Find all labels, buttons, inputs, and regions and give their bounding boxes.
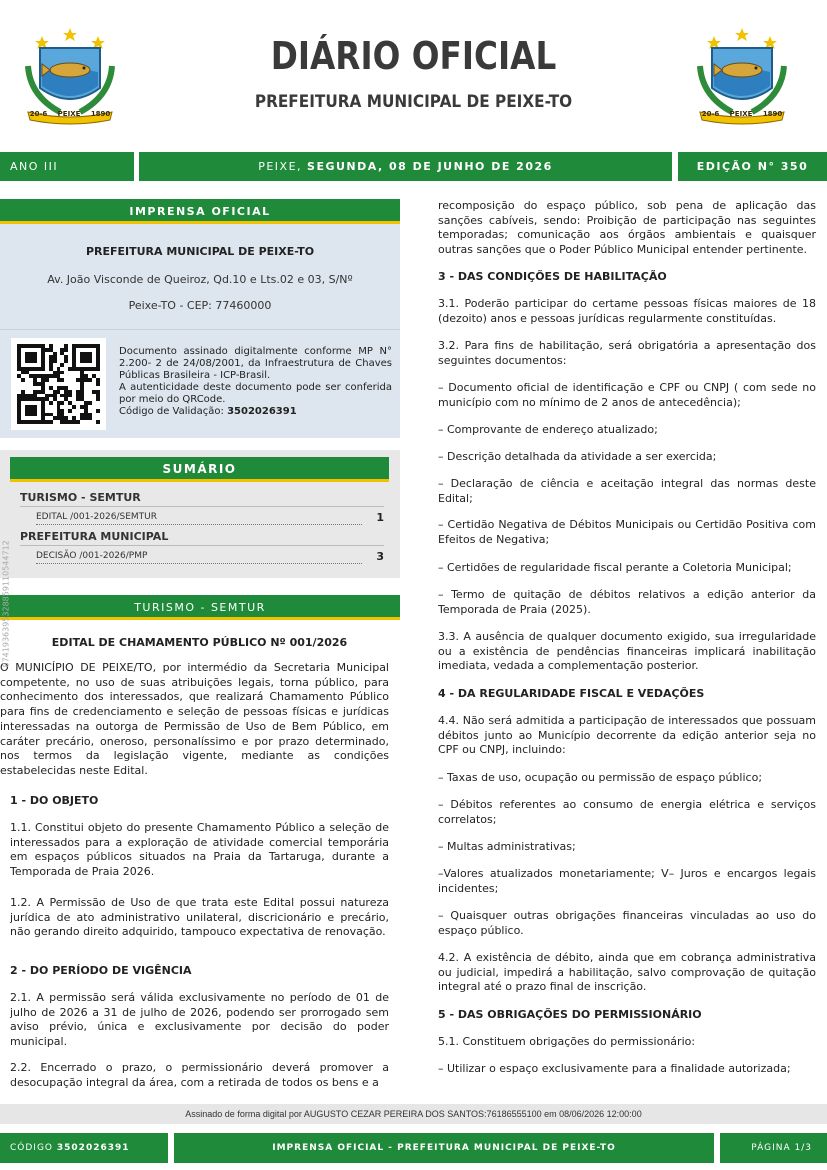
qr-code-icon[interactable]	[11, 338, 106, 430]
page-title: DIÁRIO OFICIAL	[270, 34, 557, 78]
sumario-band: SUMÁRIO	[10, 457, 389, 482]
doc-intro: O MUNICÍPIO DE PEIXE/TO, por intermédio da Secretaria Municipal competente, no uso de suas atribuições legais, torna público, para conhecimento dos interessados, que realizará Chamamento Público para fins de credenciamento e seleção de pessoas físicas e jurídicas interessadas na outorga de Permissão de Uso de Bem Público, em caráter precário, oneroso, personalíssimo e por prazo determinado, nos termos da legislação vigente, mediante as condições estabelecidas neste Edital.	[0, 661, 389, 777]
imprensa-org: PREFEITURA MUNICIPAL DE PEIXE-TO	[85, 245, 315, 258]
sumario-page-number: 3	[376, 550, 384, 563]
list-item: – Descrição detalhada da atividade a ser exercida;	[438, 450, 717, 463]
digital-signature-bar: Assinado de forma digital por AUGUSTO CEZAR PEREIRA DOS SANTOS:76186555100 em 08/06/2026 12:00:00	[0, 1104, 827, 1124]
list-item: – Comprovante de endereço atualizado;	[438, 423, 658, 436]
section-heading: 3 - DAS CONDIÇÕES DE HABILITAÇÃO	[438, 270, 667, 283]
validation-code-label: Código de Validação:	[119, 406, 224, 417]
list-item: – Certidão Negativa de Débitos Municipais ou Certidão Positiva com Efeitos de Negativa;	[438, 518, 816, 546]
sumario-page-number: 1	[376, 511, 384, 524]
list-item: –Valores atualizados monetariamente; V– Juros e encargos legais incidentes;	[438, 867, 816, 895]
doc-paragraph: 2.2. Encerrado o prazo, o permissionário deverá promover a desocupação integral da área, com a retirada de todos os bens e a	[10, 1061, 389, 1089]
signature-notice	[119, 346, 392, 418]
page-subtitle: PREFEITURA MUNICIPAL DE PEIXE-TO	[254, 92, 573, 112]
divider	[20, 506, 384, 507]
doc-paragraph: 3.1. Poderão participar do certame pessoas físicas maiores de 18 (dezoito) anos e pessoas jurídicas regularmente constituídas.	[438, 297, 816, 325]
doc-paragraph: recomposição do espaço público, sob pena de aplicação das sanções cabíveis, sendo: Proibição de participação nas seguintes temporadas; comunicação aos órgãos ambientais e quaisquer outras sanções que o Poder Público Municipal entender pertinente.	[438, 199, 816, 257]
imprensa-address: Av. João Visconde de Queiroz, Qd.10 e Lts.02 e 03, S/Nº	[47, 273, 353, 286]
doc-paragraph: 2.1. A permissão será válida exclusivamente no período de 01 de julho de 2026 a 31 de julho de 2026, podendo ser prorrogado sem aviso prévio, única e exclusivamente por decisão do poder municipal.	[10, 991, 389, 1049]
list-item: – Certidões de regularidade fiscal perante a Coletoria Municipal;	[438, 561, 792, 574]
validation-code-value: 3502026391	[227, 406, 297, 417]
crest-left-text: 20-6	[29, 110, 48, 118]
crest-word-text: PEIXE	[729, 110, 753, 118]
section-heading: 4 - DA REGULARIDADE FISCAL E VEDAÇÕES	[438, 687, 705, 700]
list-item: – Termo de quitação de débitos relativos a edição anterior da Temporada de Praia (2025).	[438, 588, 816, 616]
section-heading: 2 - DO PERÍODO DE VIGÊNCIA	[10, 964, 192, 977]
crest-left-text: 20-6	[701, 110, 720, 118]
footer-page: PÁGINA 1/3	[720, 1133, 827, 1163]
list-item: – Quaisquer outras obrigações financeiras vinculadas ao uso do espaço público.	[438, 909, 816, 937]
divider	[20, 545, 384, 546]
vertical-id	[1, 540, 11, 668]
document-title: EDITAL DE CHAMAMENTO PÚBLICO Nº 001/2026	[51, 636, 348, 649]
date-prefix: PEIXE,	[258, 160, 303, 173]
year-label: ANO III	[0, 152, 134, 181]
doc-paragraph: 3.3. A ausência de qualquer documento exigido, sua irregularidade ou a existência de pendências financeiras implicará inabilitação imediata, vedada a complementação posterior.	[438, 630, 816, 673]
signature-notice-line2: A autenticidade deste documento pode ser conferida por meio do QRCode.	[119, 382, 392, 405]
doc-paragraph: 1.1. Constitui objeto do presente Chamamento Público a seleção de interessados para a exploração de atividade comercial temporária em espaços públicos situados na Praia da Tartaruga, durante a Temporada de Praia 2026.	[10, 821, 389, 879]
list-item: – Declaração de ciência e aceitação integral das normas deste Edital;	[438, 477, 816, 505]
imprensa-box	[0, 199, 400, 438]
footer-code	[0, 1133, 168, 1163]
doc-paragraph: 1.2. A Permissão de Uso de que trata este Edital possui natureza jurídica de ato administrativo unilateral, discricionário e precário, não gerando direito adquirido, tampouco expectativa de renovação.	[10, 896, 389, 939]
list-item: – Multas administrativas;	[438, 840, 576, 853]
footer-title: IMPRENSA OFICIAL - PREFEITURA MUNICIPAL DE PEIXE-TO	[174, 1133, 714, 1163]
sumario-item[interactable]: EDITAL /001-2026/SEMTUR	[36, 512, 362, 525]
section-heading: 1 - DO OBJETO	[10, 794, 99, 807]
divider	[0, 329, 400, 330]
list-item: – Utilizar o espaço exclusivamente para a finalidade autorizada;	[438, 1062, 791, 1075]
sumario-box	[0, 450, 400, 578]
section-heading: 5 - DAS OBRIGAÇÕES DO PERMISSIONÁRIO	[438, 1008, 702, 1021]
imprensa-band: IMPRENSA OFICIAL	[0, 199, 400, 224]
footer-bar	[0, 1133, 827, 1163]
sumario-item[interactable]: DECISÃO /001-2026/PMP	[36, 551, 362, 564]
imprensa-cep: Peixe-TO - CEP: 77460000	[128, 299, 272, 312]
list-item: – Débitos referentes ao consumo de energia elétrica e serviços correlatos;	[438, 798, 816, 826]
doc-paragraph: 4.4. Não será admitida a participação de interessados que possuam débitos junto ao Município decorrente da edição anterior seja no CPF ou CNPJ, incluindo:	[438, 714, 816, 757]
sumario-group-title: PREFEITURA MUNICIPAL	[20, 530, 169, 543]
crest-word-text: PEIXE	[57, 110, 81, 118]
info-bar	[0, 152, 827, 181]
crest-right-text: 1890	[90, 110, 111, 118]
vertical-id-text: 87419363953288591105447​12	[1, 540, 11, 668]
qr-code-grid	[17, 344, 100, 424]
sumario-group-title: TURISMO - SEMTUR	[20, 491, 141, 504]
crest-right-text: 1890	[762, 110, 783, 118]
header	[0, 0, 827, 150]
edition-label: EDIÇÃO N° 350	[678, 152, 827, 181]
doc-paragraph: 4.2. A existência de débito, ainda que em cobrança administrativa ou judicial, impedirá a habilitação, salvo comprovação de quitação integral até o prazo final de inscrição.	[438, 951, 816, 994]
footer-code-label: CÓDIGO	[10, 1143, 54, 1153]
section-band: TURISMO - SEMTUR	[0, 595, 400, 620]
footer-code-value: 3502026391	[56, 1143, 130, 1153]
validation-code	[119, 406, 392, 418]
date-label	[139, 152, 672, 181]
list-item: – Taxas de uso, ocupação ou permissão de espaço público;	[438, 771, 763, 784]
doc-paragraph: 3.2. Para fins de habilitação, será obrigatória a apresentação dos seguintes documentos:	[438, 339, 816, 367]
signature-notice-line1: Documento assinado digitalmente conforme MP N° 2.200- 2 de 24/08/2001, da Infraestrutura de Chaves Públicas Brasileira - ICP-Brasil.	[119, 346, 392, 381]
date-value: SEGUNDA, 08 DE JUNHO DE 2026	[307, 160, 553, 173]
doc-paragraph: 5.1. Constituem obrigações do permissionário:	[438, 1035, 696, 1048]
list-item: – Documento oficial de identificação e CPF ou CNPJ ( com sede no município com no mínimo de 2 anos de antecedência);	[438, 381, 816, 409]
